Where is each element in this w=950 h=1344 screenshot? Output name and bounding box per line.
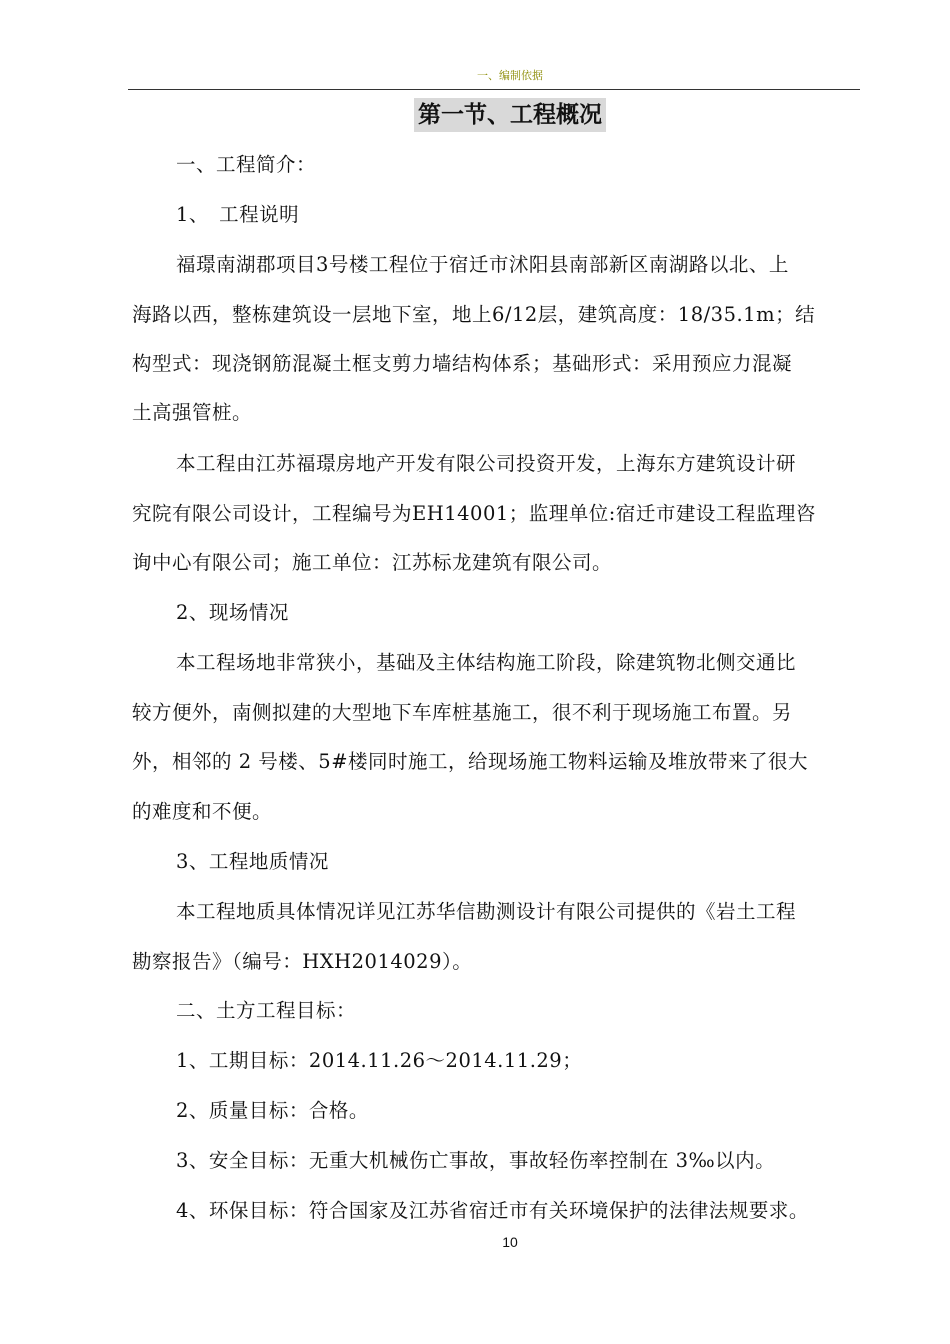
running-header: 一、编制依据 [477,69,543,82]
goal-environment: 4、环保目标：符合国家及江苏省宿迁市有关环境保护的法律法规要求。 [176,1199,809,1222]
page-number: 10 [502,1234,518,1250]
paragraph-line: 本工程地质具体情况详见江苏华信勘测设计有限公司提供的《岩土工程 [176,900,797,923]
paragraph-line: 较方便外，南侧拟建的大型地下车库桩基施工，很不利于现场施工布置。另 [132,701,793,724]
heading-earthwork-goals: 二、土方工程目标： [176,999,357,1022]
paragraph-line: 本工程场地非常狭小，基础及主体结构施工阶段，除建筑物北侧交通比 [176,651,797,674]
goal-schedule: 1、工期目标：2014.11.26～2014.11.29； [176,1049,583,1072]
paragraph-line: 土高强管桩。 [132,401,253,424]
goal-safety: 3、安全目标：无重大机械伤亡事故，事故轻伤率控制在 3‰以内。 [176,1149,776,1172]
section-title: 第一节、工程概况 [414,98,606,132]
paragraph-line: 本工程由江苏福璟房地产开发有限公司投资开发，上海东方建筑设计研 [176,452,797,475]
goal-quality: 2、质量目标：合格。 [176,1099,369,1122]
paragraph-line: 外，相邻的 2 号楼、5#楼同时施工，给现场施工物料运输及堆放带来了很大 [132,750,809,773]
subheading-project-description: 1、 工程说明 [176,203,300,226]
paragraph-line: 的难度和不便。 [132,800,273,823]
paragraph-line: 究院有限公司设计，工程编号为EH14001；监理单位:宿迁市建设工程监理咨 [132,502,816,525]
paragraph-line: 询中心有限公司；施工单位：江苏标龙建筑有限公司。 [132,551,613,574]
subheading-site-conditions: 2、现场情况 [176,601,289,624]
heading-project-intro: 一、工程简介： [176,153,317,176]
paragraph-line: 构型式：现浇钢筋混凝土框支剪力墙结构体系；基础形式：采用预应力混凝 [132,352,793,375]
subheading-geology: 3、工程地质情况 [176,850,329,873]
paragraph-line: 海路以西，整栋建筑设一层地下室，地上6/12层，建筑高度：18/35.1m；结 [132,303,816,326]
header-divider [128,89,860,90]
paragraph-line: 福璟南湖郡项目3号楼工程位于宿迁市沭阳县南部新区南湖路以北、上 [176,253,789,276]
paragraph-line: 勘察报告》（编号：HXH2014029）。 [132,950,473,973]
